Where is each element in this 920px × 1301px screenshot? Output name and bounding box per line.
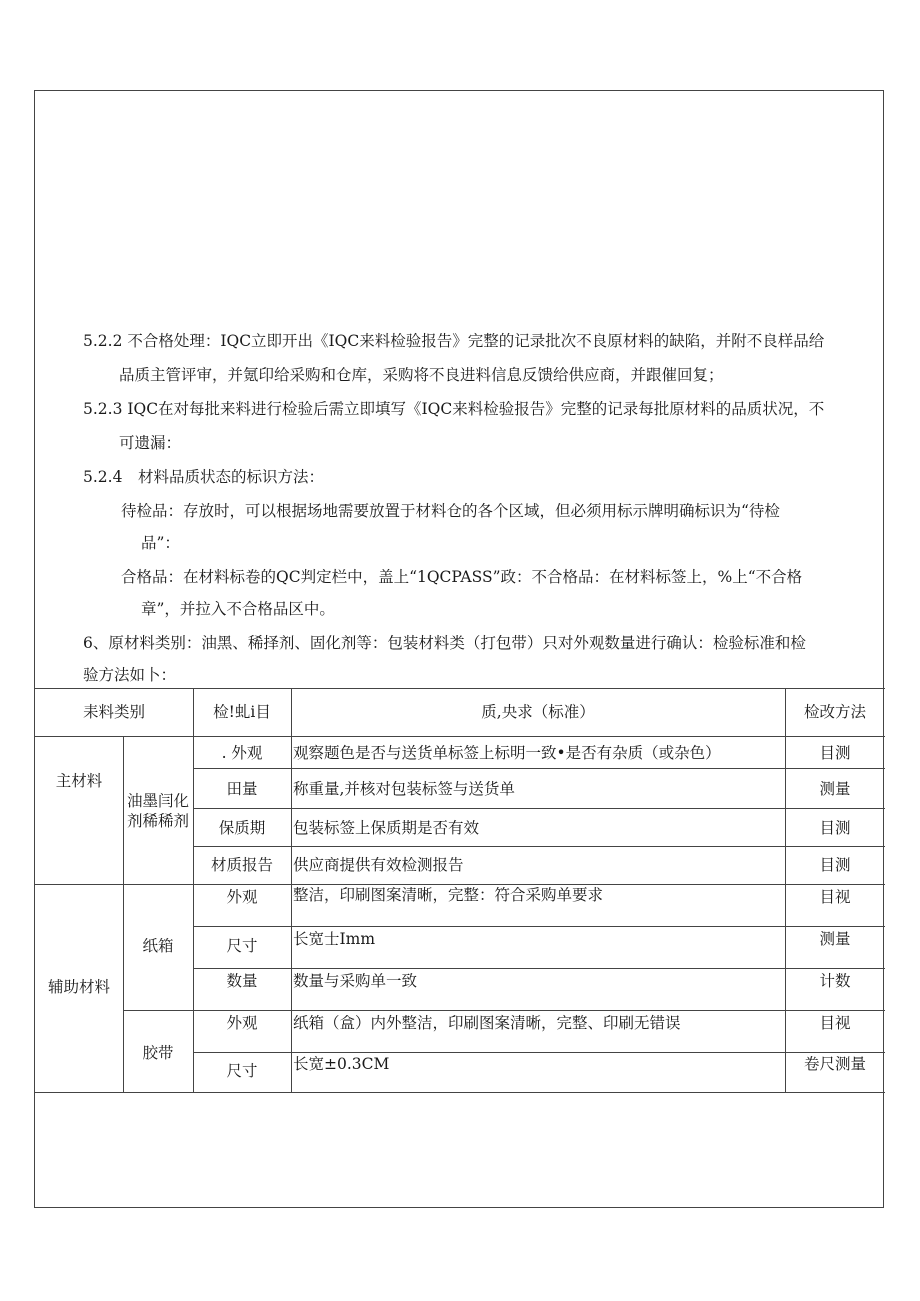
tape-name: 胶带 (142, 1044, 174, 1062)
row-method: 目测 (819, 856, 851, 874)
row-method: 卷尺测量 (803, 1055, 866, 1073)
col-line-sub-left (123, 736, 124, 1092)
para-523-line2: 可遗漏： (119, 434, 182, 452)
main-sub-line2: 剂稀稀剂 (126, 812, 189, 830)
row-item: 尺寸 (226, 1062, 258, 1080)
main-row-line-2 (193, 808, 885, 809)
row-standard: 观察题色是否与送货单标签上标明一致•是否有杂质（或杂色） (293, 744, 721, 762)
box-tape-divider (123, 1010, 885, 1011)
box-row-line-2 (193, 968, 885, 969)
header-standard: 质,央求（标准） (481, 703, 595, 721)
para-522-line1: 5.2.2 不合格处理：IQC立即开出《IQC来料检验报告》完整的记录批次不良原材料的缺陷，并附不良样品给 (83, 332, 825, 350)
aux-category: 辅助材料 (47, 978, 110, 996)
row-item: . 外观 (221, 744, 263, 762)
row-item: 数量 (226, 972, 258, 990)
header-item: 检!虬i目 (213, 703, 271, 721)
aux-bottom-line (35, 1092, 885, 1093)
box-name: 纸箱 (142, 937, 174, 955)
row-standard: 包装标签上保质期是否有效 (293, 819, 480, 837)
document-frame (34, 90, 884, 1208)
row-method: 测量 (819, 780, 851, 798)
row-standard: 称重量,并核对包装标签与送货单 (293, 780, 515, 798)
row-item: 材质报告 (210, 856, 273, 874)
pending-line1: 待检品：存放时，可以根据场地需要放置于材料仓的各个区域，但必须用标示牌明确标识为“待检 (121, 502, 780, 520)
row-item: 外观 (226, 888, 258, 906)
header-category: 耒料类别 (82, 703, 145, 721)
row-standard: 长宽士Imm (293, 930, 376, 948)
box-row-line-1 (193, 926, 885, 927)
para-522-line2: 品质主管评审，并氪印给采购和仓库，采购将不良进料信息反馈给供应商，并跟催回复； (119, 366, 724, 384)
col-line-standard-left (291, 688, 292, 1092)
row-item: 外观 (226, 1014, 258, 1032)
row-item: 尺寸 (226, 937, 258, 955)
row-method: 目测 (819, 819, 851, 837)
pending-line2: 品”： (141, 534, 180, 552)
row-method: 目视 (819, 1014, 851, 1032)
main-row-line-3 (193, 846, 885, 847)
row-standard: 长宽±0.3CM (293, 1055, 390, 1073)
row-standard: 供应商提供有效检测报告 (293, 856, 464, 874)
row-method: 目测 (819, 744, 851, 762)
para-6-line1: 6、原材料类别：油黑、稀择剂、固化剂等：包装材料类（打包带）只对外观数量进行确认：检验标准和检 (83, 634, 806, 652)
para-524: 5.2.4 材料品质状态的标识方法： (83, 468, 324, 486)
para-6-line2: 验方法如卜： (83, 666, 177, 684)
row-standard: 整洁，印刷图案清晰，完整：符合采购单要求 (293, 886, 604, 904)
row-method: 计数 (819, 972, 851, 990)
row-item: 保质期 (218, 819, 266, 837)
header-method: 检改方法 (803, 703, 866, 721)
header-bottom-line (35, 736, 885, 737)
row-method: 目视 (819, 888, 851, 906)
main-row-line-1 (193, 768, 885, 769)
main-category: 主材料 (55, 772, 103, 790)
qualified-line2: 章”，并拉入不合格品区中。 (141, 600, 335, 618)
row-standard: 纸箱（盒）内外整洁，印刷图案清晰，完整、印刷无错误 (293, 1014, 681, 1032)
qualified-line1: 合格品：在材料标卷的QC判定栏中，盖上“1QCPASS”政：不合格品：在材料标签上，%上“不合格 (121, 568, 803, 586)
table-top-line (35, 688, 885, 689)
row-item: 田量 (226, 780, 258, 798)
para-523-line1: 5.2.3 IQC在对每批来料进行检验后需立即填写《IQC来料检验报告》完整的记录每批原材料的品质状况，不 (83, 400, 825, 418)
row-method: 测量 (819, 930, 851, 948)
row-standard: 数量与采购单一致 (293, 972, 418, 990)
main-sub-line1: 油墨闫化 (126, 792, 189, 810)
tape-row-line-1 (193, 1052, 885, 1053)
